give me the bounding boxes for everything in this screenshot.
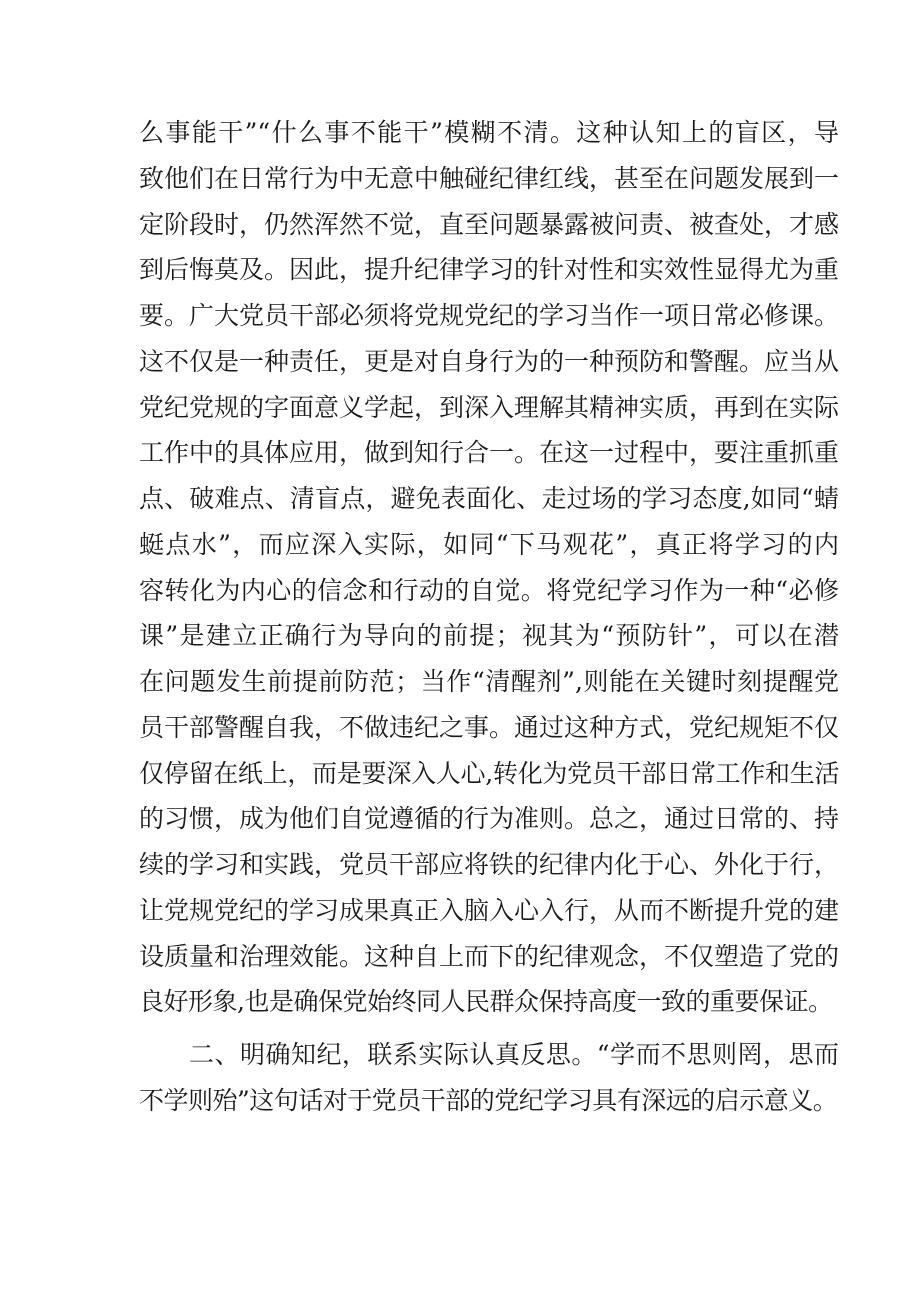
text-line: 到后悔莫及。因此，提升纪律学习的针对性和实效性显得尤为重 — [139, 255, 840, 285]
paragraph-continued — [139, 110, 839, 1025]
paragraph-gap — [139, 1025, 839, 1032]
text-line: 让党规党纪的学习成果真正入脑入心入行，从而不断提升党的建 — [139, 895, 840, 925]
text-line: 仅停留在纸上，而是要深入人心,转化为党员干部日常工作和生活 — [139, 758, 839, 788]
text-line: 设质量和治理效能。这种自上而下的纪律观念，不仅塑造了党的 — [139, 941, 840, 971]
text-line: 员干部警醒自我，不做违纪之事。通过这种方式，党纪规矩不仅 — [139, 712, 840, 742]
text-line: 点、破难点、清盲点，避免表面化、走过场的学习态度,如同“蜻 — [139, 484, 839, 513]
text-line: 蜓点水”，而应深入实际，如同“下马观花”，真正将学习的内 — [139, 529, 839, 559]
body-text — [139, 110, 839, 1124]
text-line: 的习惯，成为他们自觉遵循的行为准则。总之，通过日常的、持 — [139, 804, 840, 834]
paragraph-section-two — [139, 1032, 839, 1124]
text-line: 容转化为内心的信念和行动的自觉。将党纪学习作为一种“必修 — [139, 575, 839, 605]
text-line: 定阶段时，仍然浑然不觉，直至问题暴露被问责、被查处，才感 — [139, 209, 840, 239]
section-heading-line: 二、明确知纪，联系实际认真反思。“学而不思则罔，思而 — [189, 1040, 839, 1069]
text-line: 续的学习和实践，党员干部应将铁的纪律内化于心、外化于行， — [139, 850, 840, 879]
text-line: 工作中的具体应用，做到知行合一。在这一过程中，要注重抓重 — [139, 438, 840, 468]
text-line: 么事能干”“什么事不能干”模糊不清。这种认知上的盲区，导 — [139, 118, 839, 147]
text-line: 在问题发生前提前防范；当作“清醒剂”,则能在关键时刻提醒党 — [139, 667, 839, 696]
text-line: 良好形象,也是确保党始终同人民群众保持高度一致的重要保证。 — [139, 987, 833, 1017]
text-line: 课”是建立正确行为导向的前提；视其为“预防针”，可以在潜 — [139, 621, 839, 651]
text-line: 不学则殆”这句话对于党员干部的党纪学习具有深远的启示意义。 — [139, 1085, 838, 1115]
text-line: 要。广大党员干部必须将党规党纪的学习当作一项日常必修课。 — [139, 301, 840, 330]
text-line: 这不仅是一种责任，更是对自身行为的一种预防和警醒。应当从 — [139, 346, 840, 376]
text-line: 党纪党规的字面意义学起，到深入理解其精神实质，再到在实际 — [139, 392, 840, 422]
text-line: 致他们在日常行为中无意中触碰纪律红线，甚至在问题发展到一 — [139, 163, 840, 193]
